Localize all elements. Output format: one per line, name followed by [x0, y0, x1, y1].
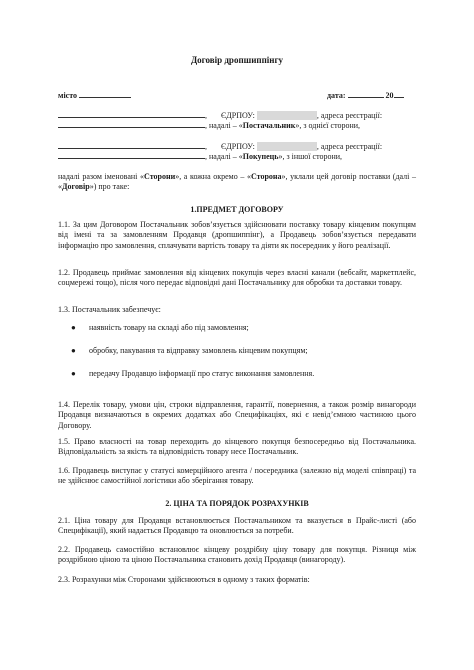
buyer-name-blank[interactable]: [58, 141, 205, 149]
buyer-line-2: [58, 151, 342, 162]
city-blank[interactable]: [79, 90, 131, 98]
paragraph-1-4: 1.4. Перелік товару, умови цін, строки відправлення, гарантії, повернення, а також розмір винагороди Продавця визначаються в окремих додатках або Специфікаціях, які є невід’ємною частиною цього Договору.: [58, 400, 416, 430]
paragraph-1-6: 1.6. Продавець виступає у статусі комерційного агента / посередника (залежно від моделі співпраці) та не здійснює самостійної логістики або зберігання товару.: [58, 466, 416, 486]
bullet-text: передачу Продавцю інформації про статус виконання замовлення.: [89, 369, 315, 378]
paragraph-2-3: 2.3. Розрахунки між Сторонами здійснюються в одному з таких форматів:: [58, 575, 310, 584]
date-field: [327, 90, 404, 101]
section-2-heading: 2. ЦІНА ТА ПОРЯДОК РОЗРАХУНКІВ: [165, 499, 309, 508]
buyer-line-1: , ЄДРПОУ: , адреса реєстрації:: [58, 141, 382, 152]
bullet-icon: ●: [71, 323, 76, 332]
buyer-edrpou-value[interactable]: [257, 142, 317, 151]
buyer-suffix: , надалі – «: [205, 152, 243, 161]
buyer-term: Покупець: [242, 152, 279, 161]
supplier-term: Постачальник: [242, 121, 296, 130]
paragraph-2-2: 2.2. Продавець самостійно встановлює кінцеву роздрібну ціну товару для покупця. Різниця між роздрібною ціною та ціною Постачальника становить дохід Продавця (винагороду).: [58, 545, 416, 565]
year-blank[interactable]: [394, 90, 404, 98]
buyer-address-label: , адреса реєстрації:: [316, 142, 383, 151]
bullet-icon: ●: [71, 346, 76, 355]
date-year: 20: [385, 91, 394, 100]
supplier-address-label: , адреса реєстрації:: [316, 111, 383, 120]
date-label: дата:: [327, 91, 346, 100]
supplier-suffix-end: », з однієї сторони,: [295, 121, 361, 130]
paragraph-1-1: 1.1. За цим Договором Постачальник зобов’язується здійснювати поставку товару кінцевим покупцям від імені та за замовленням Продавця (дропшиппінг), а Продавець зобов’язується передавати інформацію про замовлення, сплачувати вартість товару та діяти як посередник у його реалізації.: [58, 220, 416, 250]
buyer-suffix-end: », з іншої сторони,: [278, 152, 343, 161]
date-blank[interactable]: [348, 90, 384, 98]
buyer-edrpou-label: ЄДРПОУ:: [221, 142, 255, 151]
paragraph-2-1: 2.1. Ціна товару для Продавця встановлюється Постачальником та вказується в Прайс-листі (або Специфікації), який надається Продавцю та оновлюється за потреби.: [58, 516, 416, 536]
intro-paragraph: надалі разом іменовані «Сторони», а кожна окремо – «Сторона», уклали цей договір поставки (далі – «Договір») про таке:: [58, 172, 416, 192]
supplier-line-1: , ЄДРПОУ: , адреса реєстрації:: [58, 110, 382, 121]
supplier-line-2: [58, 120, 360, 131]
supplier-edrpou-value[interactable]: [257, 111, 317, 120]
buyer-address-blank[interactable]: [58, 151, 205, 159]
paragraph-1-2: 1.2. Продавець приймає замовлення від кінцевих покупців через власні канали (вебсайт, маркетплейс, соцмережі тощо), після чого передає відповідні дані Постачальнику для обробки та доставки товару.: [58, 268, 416, 288]
supplier-address-blank[interactable]: [58, 120, 205, 128]
city-label: місто: [58, 91, 78, 100]
section-1-heading: 1.ПРЕДМЕТ ДОГОВОРУ: [190, 205, 284, 214]
supplier-name-blank[interactable]: [58, 110, 205, 118]
supplier-edrpou-label: ЄДРПОУ:: [221, 111, 255, 120]
supplier-suffix: , надалі – «: [205, 121, 243, 130]
paragraph-1-5: 1.5. Право власності на товар переходить до кінцевого покупця безпосередньо від Постачальника. Відповідальність за якість та відповідність товару несе Постачальник.: [58, 437, 416, 457]
bullet-icon: ●: [71, 369, 76, 378]
document-title: Договір дропшиппінгу: [190, 55, 284, 65]
bullet-text: обробку, пакування та відправку замовлень кінцевим покупцям;: [89, 346, 308, 355]
bullet-text: наявність товару на складі або під замовлення;: [89, 323, 249, 332]
paragraph-1-3: 1.3. Постачальник забезпечує:: [58, 305, 161, 314]
city-field: [58, 90, 131, 101]
